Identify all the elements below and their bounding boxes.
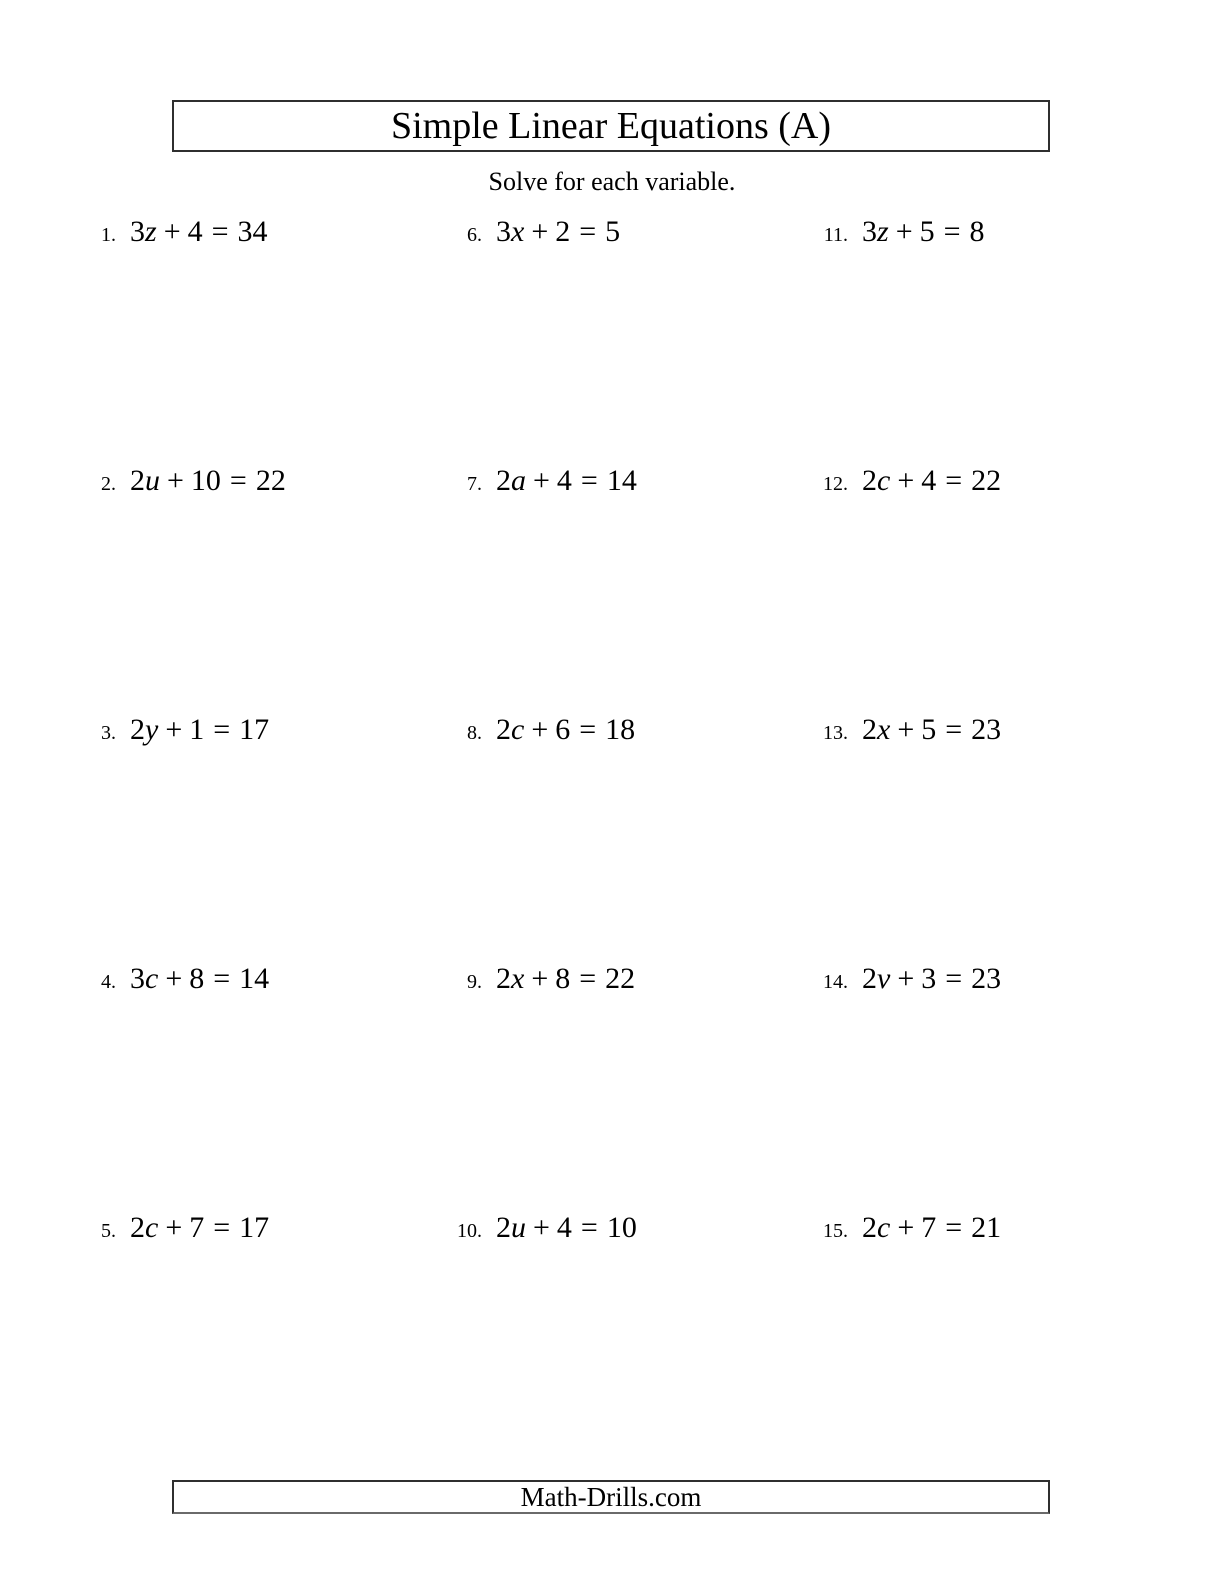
equals-sign: = bbox=[579, 215, 597, 248]
rhs-value: 17 bbox=[239, 713, 270, 746]
variable: z bbox=[145, 215, 157, 248]
equation bbox=[130, 713, 269, 748]
variable: x bbox=[511, 215, 525, 248]
variable: c bbox=[511, 713, 525, 746]
plus-sign: + bbox=[165, 1211, 183, 1244]
problem-number: 5. bbox=[101, 1220, 116, 1242]
equation bbox=[862, 713, 1001, 748]
variable: c bbox=[877, 1211, 891, 1244]
problem-14 bbox=[802, 962, 1168, 1211]
plus-sign: + bbox=[895, 215, 913, 248]
variable: c bbox=[145, 962, 159, 995]
addend: 8 bbox=[189, 962, 205, 995]
plus-sign: + bbox=[531, 962, 549, 995]
equation bbox=[496, 1211, 637, 1246]
equals-sign: = bbox=[213, 713, 231, 746]
coefficient: 2 bbox=[496, 464, 511, 497]
problem-8 bbox=[436, 713, 802, 962]
addend: 5 bbox=[921, 713, 937, 746]
variable: a bbox=[511, 464, 526, 497]
equals-sign: = bbox=[945, 713, 963, 746]
rhs-value: 22 bbox=[255, 464, 286, 497]
problem-number: 7. bbox=[467, 473, 482, 495]
equals-sign: = bbox=[213, 962, 231, 995]
problem-6 bbox=[436, 215, 802, 464]
equation bbox=[130, 962, 269, 997]
plus-sign: + bbox=[531, 713, 549, 746]
problem-number: 12. bbox=[823, 473, 848, 495]
equation bbox=[862, 1211, 1001, 1246]
addend: 1 bbox=[189, 713, 205, 746]
equals-sign: = bbox=[229, 464, 247, 497]
variable: u bbox=[511, 1211, 526, 1244]
coefficient: 2 bbox=[496, 962, 511, 995]
equals-sign: = bbox=[580, 1211, 598, 1244]
coefficient: 2 bbox=[130, 1211, 145, 1244]
addend: 7 bbox=[189, 1211, 205, 1244]
addend: 5 bbox=[919, 215, 935, 248]
problem-10 bbox=[436, 1211, 802, 1460]
problem-number: 4. bbox=[101, 971, 116, 993]
addend: 10 bbox=[190, 464, 221, 497]
rhs-value: 5 bbox=[605, 215, 621, 248]
coefficient: 3 bbox=[130, 962, 145, 995]
problem-number: 6. bbox=[467, 224, 482, 246]
coefficient: 2 bbox=[862, 962, 877, 995]
rhs-value: 18 bbox=[605, 713, 636, 746]
coefficient: 3 bbox=[496, 215, 511, 248]
problem-5 bbox=[70, 1211, 436, 1460]
page-title: Simple Linear Equations (A) bbox=[390, 105, 832, 147]
plus-sign: + bbox=[167, 464, 184, 497]
rhs-value: 21 bbox=[971, 1211, 1002, 1244]
problem-15 bbox=[802, 1211, 1168, 1460]
coefficient: 2 bbox=[862, 713, 877, 746]
problem-number: 14. bbox=[823, 971, 848, 993]
addend: 7 bbox=[921, 1211, 937, 1244]
coefficient: 2 bbox=[130, 713, 145, 746]
addend: 4 bbox=[921, 464, 937, 497]
coefficient: 2 bbox=[862, 1211, 877, 1244]
rhs-value: 34 bbox=[237, 215, 268, 248]
equals-sign: = bbox=[943, 215, 961, 248]
plus-sign: + bbox=[165, 713, 183, 746]
equation bbox=[862, 464, 1001, 499]
variable: u bbox=[145, 464, 160, 497]
addend: 4 bbox=[187, 215, 203, 248]
problem-number: 1. bbox=[101, 224, 116, 246]
equals-sign: = bbox=[211, 215, 229, 248]
addend: 6 bbox=[555, 713, 571, 746]
equation bbox=[862, 962, 1001, 997]
plus-sign: + bbox=[165, 962, 183, 995]
variable: x bbox=[511, 962, 525, 995]
footer-site-name: Math-Drills.com bbox=[520, 1481, 702, 1512]
problem-number: 2. bbox=[101, 473, 116, 495]
rhs-value: 17 bbox=[239, 1211, 270, 1244]
equals-sign: = bbox=[579, 962, 597, 995]
equals-sign: = bbox=[945, 1211, 963, 1244]
rhs-value: 14 bbox=[239, 962, 270, 995]
coefficient: 3 bbox=[862, 215, 877, 248]
equals-sign: = bbox=[213, 1211, 231, 1244]
addend: 4 bbox=[556, 464, 572, 497]
equation bbox=[496, 713, 635, 748]
worksheet-title-box bbox=[172, 100, 1050, 152]
equation bbox=[862, 215, 985, 250]
problems-grid bbox=[70, 215, 1168, 1460]
coefficient: 2 bbox=[862, 464, 877, 497]
equals-sign: = bbox=[579, 713, 597, 746]
equation bbox=[496, 962, 635, 997]
variable: y bbox=[145, 713, 159, 746]
variable: c bbox=[145, 1211, 159, 1244]
addend: 2 bbox=[555, 215, 571, 248]
variable: v bbox=[877, 962, 891, 995]
instructions-text: Solve for each variable. bbox=[488, 167, 736, 196]
plus-sign: + bbox=[897, 464, 915, 497]
variable: x bbox=[877, 713, 891, 746]
rhs-value: 23 bbox=[971, 713, 1002, 746]
coefficient: 2 bbox=[496, 713, 511, 746]
problem-12 bbox=[802, 464, 1168, 713]
rhs-value: 8 bbox=[969, 215, 985, 248]
rhs-value: 22 bbox=[971, 464, 1002, 497]
plus-sign: + bbox=[533, 1211, 550, 1244]
plus-sign: + bbox=[533, 464, 550, 497]
equation bbox=[130, 464, 286, 499]
plus-sign: + bbox=[531, 215, 549, 248]
problem-9 bbox=[436, 962, 802, 1211]
problem-number: 11. bbox=[823, 224, 848, 246]
problem-1 bbox=[70, 215, 436, 464]
footer-box bbox=[172, 1480, 1050, 1514]
plus-sign: + bbox=[897, 1211, 915, 1244]
equation bbox=[496, 464, 637, 499]
rhs-value: 23 bbox=[971, 962, 1002, 995]
rhs-value: 14 bbox=[606, 464, 637, 497]
problem-number: 9. bbox=[467, 971, 482, 993]
equation bbox=[496, 215, 620, 250]
variable: c bbox=[877, 464, 891, 497]
addend: 3 bbox=[921, 962, 937, 995]
equals-sign: = bbox=[945, 464, 963, 497]
rhs-value: 22 bbox=[605, 962, 636, 995]
problem-number: 13. bbox=[823, 722, 848, 744]
problem-number: 8. bbox=[467, 722, 482, 744]
coefficient: 3 bbox=[130, 215, 145, 248]
equation bbox=[130, 215, 268, 250]
plus-sign: + bbox=[897, 713, 915, 746]
problem-3 bbox=[70, 713, 436, 962]
rhs-value: 10 bbox=[606, 1211, 637, 1244]
plus-sign: + bbox=[163, 215, 181, 248]
problem-number: 15. bbox=[823, 1220, 848, 1242]
coefficient: 2 bbox=[496, 1211, 511, 1244]
coefficient: 2 bbox=[130, 464, 145, 497]
addend: 4 bbox=[556, 1211, 572, 1244]
problem-7 bbox=[436, 464, 802, 713]
equals-sign: = bbox=[580, 464, 598, 497]
addend: 8 bbox=[555, 962, 571, 995]
problem-number: 3. bbox=[101, 722, 116, 744]
problem-4 bbox=[70, 962, 436, 1211]
variable: z bbox=[877, 215, 889, 248]
problem-11 bbox=[802, 215, 1168, 464]
problem-2 bbox=[70, 464, 436, 713]
equation bbox=[130, 1211, 269, 1246]
problem-13 bbox=[802, 713, 1168, 962]
plus-sign: + bbox=[897, 962, 915, 995]
equals-sign: = bbox=[945, 962, 963, 995]
problem-number: 10. bbox=[457, 1220, 482, 1242]
